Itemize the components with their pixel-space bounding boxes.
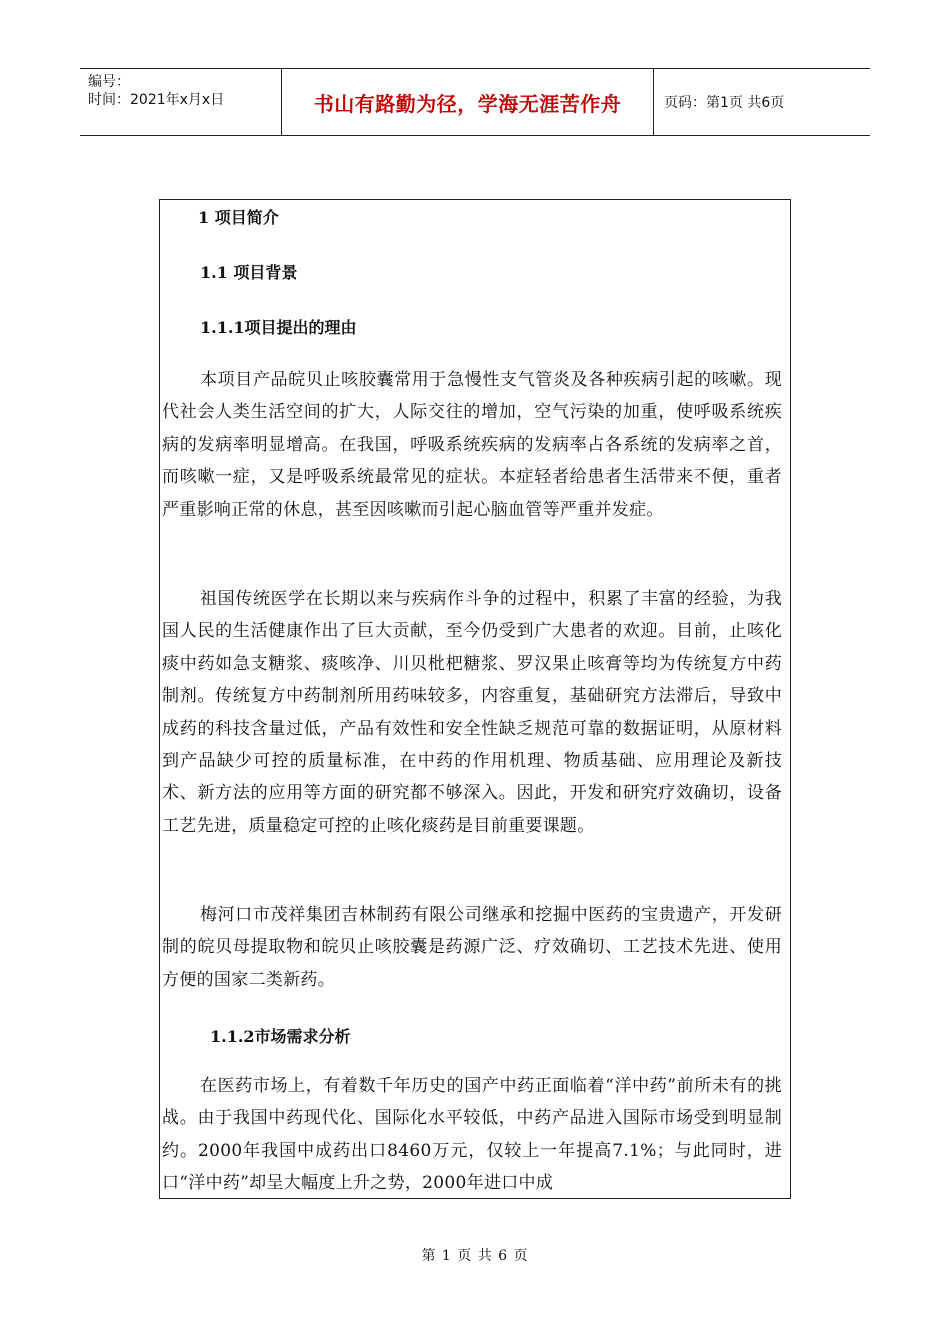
paragraph-market: 在医药市场上，有着数千年历史的国产中药正面临着“洋中药”前所未有的挑战。由于我国中药现代化、国际化水平较低，中药产品进入国际市场受到明显制约。2000年我国中成药出口8460万元，仅较上一年提高7.1%；与此同时，进口“洋中药”却呈大幅度上升之势，2000年进口中成 — [162, 1076, 782, 1194]
header-motto: 书山有路勤为径，学海无涯苦作舟 — [282, 69, 654, 135]
date-label: 时间：2021年x月x日 — [88, 92, 225, 108]
heading-1: 1 项目简介 — [198, 208, 279, 227]
paragraph-reason: 本项目产品皖贝止咳胶囊常用于急慢性支气管炎及各种疾病引起的咳嗽。现代社会人类生活空间的扩大，人际交往的增加，空气污染的加重，使呼吸系统疾病的发病率明显增高。在我国，呼吸系统疾病的发病率占各系统的发病率之首，而咳嗽一症，又是呼吸系统最常见的症状。本症轻者给患者生活带来不便，重者严重影响正常的休息，甚至因咳嗽而引起心脑血管等严重并发症。 — [162, 370, 782, 520]
paragraph-tcm: 祖国传统医学在长期以来与疾病作斗争的过程中，积累了丰富的经验，为我国人民的生活健康作出了巨大贡献，至今仍受到广大患者的欢迎。目前，止咳化痰中药如急支糖浆、痰咳净、川贝枇杷糖浆、罗汉果止咳膏等均为传统复方中药制剂。传统复方中药制剂所用药味较多，内容重复，基础研究方法滞后，导致中成药的科技含量过低，产品有效性和安全性缺乏规范可靠的数据证明，从原材料到产品缺少可控的质量标准，在中药的作用机理、物质基础、应用理论及新技术、新方法的应用等方面的研究都不够深入。因此，开发和研究疗效确切，设备工艺先进，质量稳定可控的止咳化痰药是目前重要课题。 — [162, 589, 782, 836]
serial-number-label: 编号： — [88, 74, 130, 90]
page-footer: 第 1 页 共 6 页 — [421, 1248, 529, 1264]
heading-1-1: 1.1 项目背景 — [200, 263, 298, 282]
header-page-info: 页码：第1页 共6页 — [664, 95, 785, 111]
paragraph-company: 梅河口市茂祥集团吉林制药有限公司继承和挖掘中医药的宝贵遗产，开发研制的皖贝母提取物和皖贝止咳胶囊是药源广泛、疗效确切、工艺技术先进、使用方便的国家二类新药。 — [162, 905, 782, 990]
header-meta-cell — [80, 69, 282, 135]
heading-1-1-2: 1.1.2市场需求分析 — [210, 1027, 351, 1046]
page-header — [80, 68, 870, 136]
heading-1-1-1: 1.1.1项目提出的理由 — [200, 318, 357, 337]
content-box — [159, 199, 791, 1199]
